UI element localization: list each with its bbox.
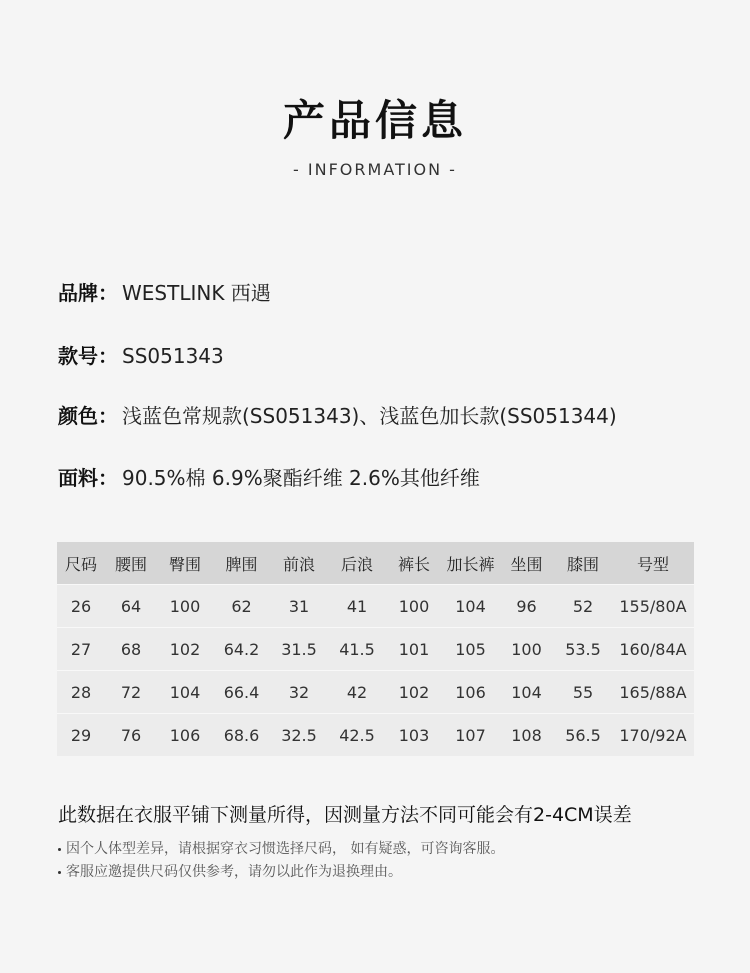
table-cell: 64.2 xyxy=(213,628,270,671)
table-cell: 105 xyxy=(442,628,499,671)
fabric-value: 90.5%棉 6.9%聚酯纤维 2.6%其他纤维 xyxy=(122,466,480,490)
note-item-text: 客服应邀提供尺码仅供参考，请勿以此作为退换理由。 xyxy=(66,864,402,880)
table-cell: 100 xyxy=(499,628,554,671)
table-cell: 31.5 xyxy=(270,628,328,671)
table-cell: 106 xyxy=(442,671,499,714)
table-cell: 96 xyxy=(499,585,554,628)
fabric-label: 面料： xyxy=(58,466,118,490)
column-header: 裤长 xyxy=(386,542,442,585)
page-title: 产品信息 xyxy=(282,96,467,145)
bullet-icon xyxy=(58,871,61,874)
column-header: 后浪 xyxy=(328,542,386,585)
table-cell: 64 xyxy=(105,585,157,628)
table-cell: 41 xyxy=(328,585,386,628)
table-cell: 104 xyxy=(157,671,213,714)
table-cell: 108 xyxy=(499,714,554,757)
table-cell: 170/92A xyxy=(612,714,694,757)
table-cell: 155/80A xyxy=(612,585,694,628)
table-cell: 165/88A xyxy=(612,671,694,714)
table-cell: 106 xyxy=(157,714,213,757)
table-cell: 31 xyxy=(270,585,328,628)
table-cell: 41.5 xyxy=(328,628,386,671)
column-header: 加长裤 xyxy=(442,542,499,585)
brand-label: 品牌： xyxy=(58,281,118,305)
column-header: 号型 xyxy=(612,542,694,585)
table-cell: 68 xyxy=(105,628,157,671)
color-label: 颜色： xyxy=(58,404,118,428)
table-cell: 160/84A xyxy=(612,628,694,671)
size-table xyxy=(57,542,694,756)
info-row-fabric xyxy=(58,464,480,492)
style-number-value: SS051343 xyxy=(122,344,224,368)
table-cell: 102 xyxy=(386,671,442,714)
table-cell: 62 xyxy=(213,585,270,628)
size-table-header-row xyxy=(57,542,694,585)
brand-value: WESTLINK 西遇 xyxy=(122,281,271,305)
table-row xyxy=(57,628,694,671)
table-cell: 100 xyxy=(157,585,213,628)
column-header: 腰围 xyxy=(105,542,157,585)
page-subtitle: - INFORMATION - xyxy=(293,160,457,179)
table-cell: 66.4 xyxy=(213,671,270,714)
note-item xyxy=(58,861,402,881)
table-row xyxy=(57,714,694,757)
table-cell: 76 xyxy=(105,714,157,757)
table-cell: 104 xyxy=(442,585,499,628)
column-header: 坐围 xyxy=(499,542,554,585)
table-cell: 32.5 xyxy=(270,714,328,757)
table-cell: 100 xyxy=(386,585,442,628)
table-cell: 104 xyxy=(499,671,554,714)
measurement-note-title: 此数据在衣服平铺下测量所得，因测量方法不同可能会有2-4CM误差 xyxy=(58,804,632,826)
table-cell: 26 xyxy=(57,585,105,628)
table-cell: 29 xyxy=(57,714,105,757)
info-row-color xyxy=(58,402,617,430)
table-cell: 72 xyxy=(105,671,157,714)
column-header: 膝围 xyxy=(554,542,612,585)
table-cell: 28 xyxy=(57,671,105,714)
column-header: 前浪 xyxy=(270,542,328,585)
table-cell: 56.5 xyxy=(554,714,612,757)
note-item-text: 因个人体型差异，请根据穿衣习惯选择尺码， 如有疑惑，可咨询客服。 xyxy=(66,841,505,857)
bullet-icon xyxy=(58,848,61,851)
table-cell: 52 xyxy=(554,585,612,628)
table-cell: 42 xyxy=(328,671,386,714)
table-cell: 32 xyxy=(270,671,328,714)
column-header: 尺码 xyxy=(57,542,105,585)
style-number-label: 款号： xyxy=(58,344,118,368)
color-value: 浅蓝色常规款(SS051343)、浅蓝色加长款(SS051344) xyxy=(122,404,617,428)
table-cell: 107 xyxy=(442,714,499,757)
table-cell: 101 xyxy=(386,628,442,671)
info-row-style-number xyxy=(58,342,224,370)
table-row xyxy=(57,585,694,628)
table-cell: 53.5 xyxy=(554,628,612,671)
table-row xyxy=(57,671,694,714)
column-header: 脾围 xyxy=(213,542,270,585)
column-header: 臀围 xyxy=(157,542,213,585)
table-cell: 55 xyxy=(554,671,612,714)
table-cell: 68.6 xyxy=(213,714,270,757)
note-item xyxy=(58,838,504,858)
table-cell: 102 xyxy=(157,628,213,671)
table-cell: 27 xyxy=(57,628,105,671)
table-cell: 42.5 xyxy=(328,714,386,757)
table-cell: 103 xyxy=(386,714,442,757)
info-row-brand xyxy=(58,279,271,307)
